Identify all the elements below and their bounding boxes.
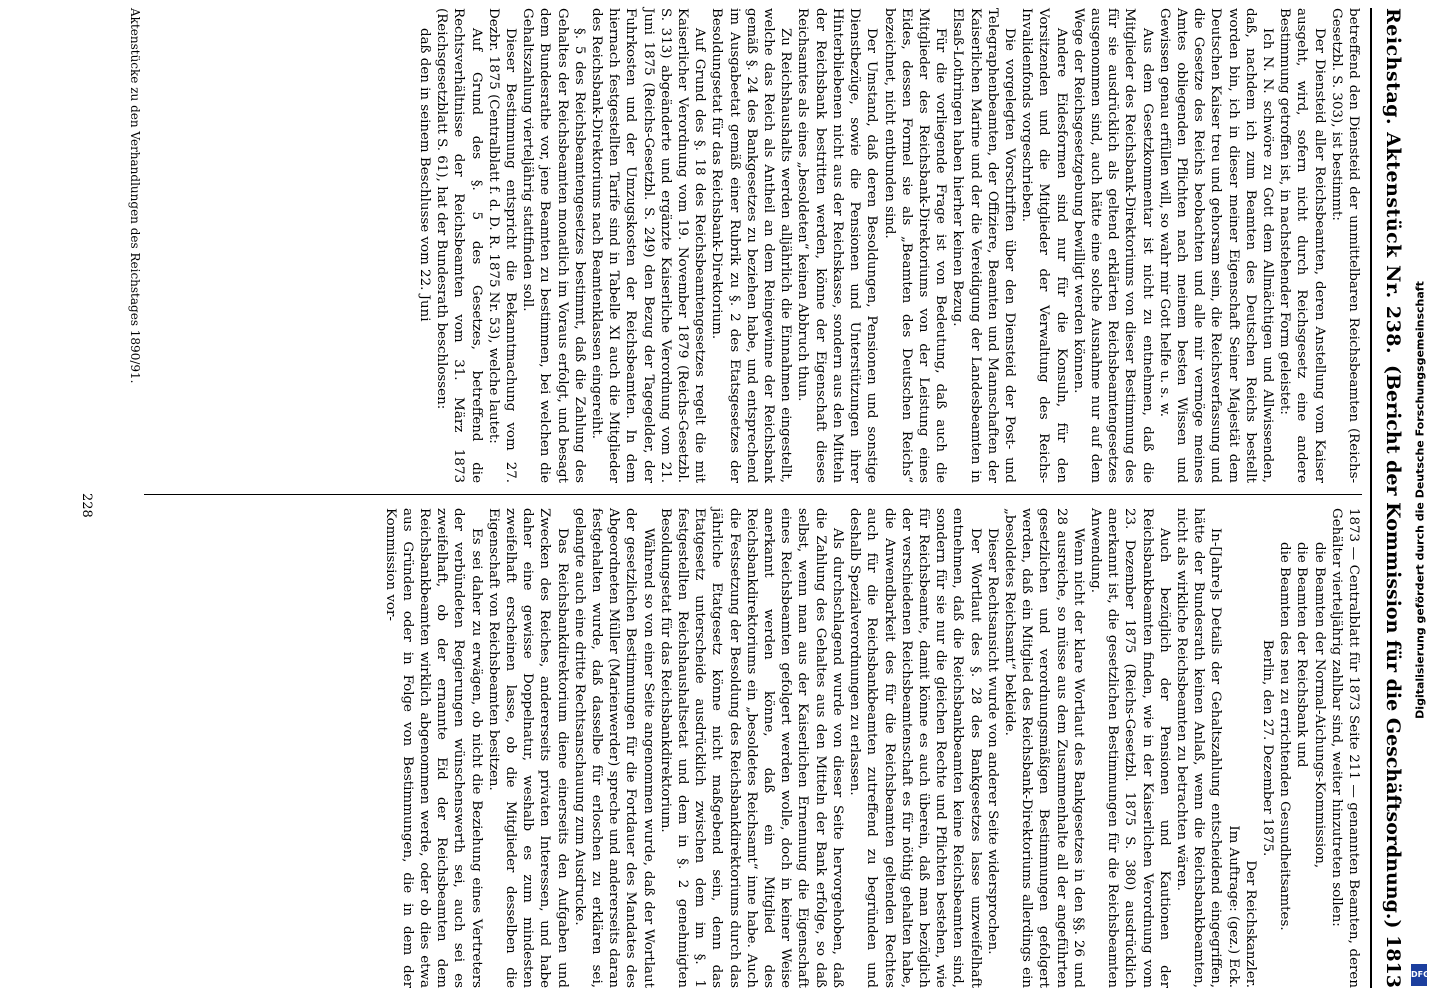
paragraph: Es sei daher zu erwägen, ob nicht die Beziehung eines Vertreters der verbündeten Regierungen wünschenswerth sei, auch sei es zweifelhaft, ob der ernannte Eid der Reichsbeamten dem Reichsbankbeamten wirklich abgenommen werde, oder ob dies etwa aus Gründen oder in Folge von Bestimmungen, die in dem der Kommission vor- bbox=[382, 508, 484, 988]
paragraph: Andere Eidesformen sind nur für die Konsuln, für den Vorsitzenden und die Mitglieder der Verwaltung des Reichs-Invalidenfonds vorgeschrieben. bbox=[1019, 8, 1069, 483]
oath-text: Ich N. N. schwöre zu Gott dem Allmächtigen und Allwissenden, daß, nachdem ich zum Beamten des Deutschen Reichs bestellt worden bin, ich in dieser meiner Eigenschaft Seiner Majestät dem Deutschen Kaiser treu und gehorsam sein, die Reichsverfassung und die Gesetze des Reichs beobachten und alle mir vermöge meines Amtes obliegenden Pflichten nach meinem besten Wissen und Gewissen genau erfüllen will, so wahr mir Gott helfe u. s. w. bbox=[1156, 8, 1275, 483]
paragraph: Auf Grund des §. 5 des Gesetzes, betreffend die Rechtsverhältnisse der Reichsbeamten vom 31. März 1873 (Reichsgesetzblatt S. 61), hat der Bundesrath beschlossen: bbox=[434, 8, 484, 483]
right-column bbox=[381, 508, 1362, 988]
signatory-title: Der Reichskanzler. bbox=[1242, 860, 1258, 988]
paragraph: Wenn nicht der klare Wortlaut des Bankgesetzes in den §§. 26 und 28 ausreiche, so müsse aus dem Zusammenhalte all der angeführten gesetzlichen und verordnungsmäßigen Bestimmungen gefolgert werden, daß ein Mitglied des Reichsbank-Direktoriums allerdings ein „besoldetes Reichsamt“ bekleide. bbox=[1001, 508, 1086, 988]
signature-line: Im Auftrage: (gez.) Eck. bbox=[1225, 825, 1241, 988]
dfg-logo-icon: DFG bbox=[1411, 964, 1427, 986]
paragraph: Auf Grund des §. 18 des Reichsbeamtengesetzes regelt die mit Kaiserlicher Verordnung vom 19. November 1879 (Reichs-Gesetzbl. S. 313) abgeänderte und ergänzte Kaiserliche Verordnung vom 21. Juni 1875 (Reichs-Gesetzbl. S. 249) den Bezug der Tagegelder, der Fuhrkosten und der Umzugskosten der Reichsbeamten. In dem hiernach festgestellten Tarife sind in Tabelle XI auch die Mitglieder des Reichsbank-Direktoriums nach Beamtenklassen eingereiht. bbox=[589, 8, 708, 483]
side-credit-text: Digitalisierung gefördert durch die Deutsche Forschungsgemeinschaft bbox=[1413, 281, 1426, 719]
paragraph: Während so von einer Seite angenommen wurde, daß der Wortlaut der gesetzlichen Bestimmungen für die Fortdauer des Mandates des Abgeordneten Müller (Marienwerder) spreche und andererseits daran festgehalten wurde, daß dasselbe für erloschen zu erklären sei, gelangte auch eine dritte Rechtsanschauung zum Ausdrucke. bbox=[571, 508, 656, 988]
paragraph: Dieser Bestimmung entspricht die Bekanntmachung vom 27. Dezbr. 1875 (Centralblatt f. d. D. R. 1875 Nr. 53), welche lautet: bbox=[485, 8, 519, 483]
paragraph: Zu Reichshaushalts werden alljährlich die Einnahmen eingestellt, welche das Reich als Antheil an dem Reingewinne der Reichsbank gemäß §. 24 des Bankgesetzes zu beziehen habe, und entsprechend im Ausgabeetat gemäß einer Rubrik zu §. 2 des Etatsgesetzes der Besoldungsetat für das Reichsbank-Direktorium. bbox=[709, 8, 794, 483]
paragraph: Der Wortlaut des §. 28 des Bankgesetzes lasse unzweifelhaft entnehmen, daß die Reichsbankbeamten keine Reichsbeamten sind, sondern für sie nur die gleichen Rechte und Pflichten bestehen, wie für Reichsbeamte, damit könne es auch überein, daß man bezüglich der verschiedenen Reichsbeamtenschaft es für nöthig gehalten habe, die Anwendbarkeit des für die Reichsbeamten geltenden Rechtes auch für die Reichsbankbeamten zutreffend zu begründen und deshalb Spezialverordnungen zu erlassen. bbox=[847, 508, 983, 988]
page-number: 228 bbox=[79, 493, 94, 518]
list-item: die Beamten der Normal-Aichungs-Kommission, bbox=[1311, 542, 1327, 869]
paragraph: §. 5 des Reichsbeamtengesetzes bestimmt, daß die Zahlung des Gehaltes der Reichsbeamten monatlich im Voraus erfolgt, und besagt dem Bundesrathe vor, jene Beamten zu bestimmen, bei welchen die Gehaltszahlung vierteljährig stattfinden soll. bbox=[520, 8, 587, 483]
list-item: die Beamten der Reichsbank und bbox=[1294, 542, 1310, 768]
header-rule bbox=[1370, 8, 1372, 988]
paragraph: Auch bezüglich der Pensionen und Kautionen der Reichsbankbeamten finden, wie in der Kaiserlichen Verordnung vom 23. Dezember 1875 (Reichs-Gesetzbl. 1875 S. 380) ausdrücklich anerkannt ist, die gesetzlichen Bestimmungen für die Reichsbeamten Anwendung. bbox=[1087, 508, 1172, 988]
paragraph: Für die vorliegende Frage ist von Bedeutung, daß auch die Mitglieder des Reichsbank-Direktoriums von der Leistung eines Eides, dessen Formel sie als „Beamten des Deutschen Reichs“ bezeichnet, nicht entbunden sind. bbox=[881, 8, 949, 483]
date-line: Berlin, den 27. Dezember 1875. bbox=[1259, 639, 1275, 857]
footnote: Aktenstücke zu den Verhandlungen des Reichstages 1890/91. bbox=[128, 8, 142, 384]
paragraph: Der Umstand, daß deren Besoldungen, Pensionen und sonstige Dienstbezüge, sowie die Pensionen und Unterstützungen ihrer Hinterbliebenen nicht aus der Reichskasse, sondern aus den Mitteln der Reichsbank bestritten werden, könne der Eigenschaft dieses Reichsamtes als eines „besoldeten“ keinen Abbruch thun. bbox=[795, 8, 880, 483]
running-header bbox=[1374, 8, 1404, 988]
paragraph: Der Diensteid aller Reichsbeamten, deren Anstellung vom Kaiser ausgeht, wird, sofern nicht durch Reichsgesetz eine andere Bestimmung getroffen ist, in nachstehender Form geleistet: bbox=[1277, 8, 1327, 483]
paragraph: Das Reichsbankdirektorium diene einerseits den Aufgaben und Zwecken des Reiches, andererseits privaten Interessen, und habe daher eine gewisse Doppelnatur, weshalb es zum mindesten zweifelhaft erscheinen lasse, ob die Mitglieder desselben die Eigenschaft von Reichsbeamten besitzen. bbox=[485, 508, 570, 988]
paragraph: 1873 — Centralblatt für 1873 Seite 211 — genannten Beamten, deren Gehälter vierteljährig zahlbar sind, weiter hinzutreten sollen: bbox=[1328, 508, 1361, 988]
paragraph: Aus dem Gesetzkommentar ist nicht zu entnehmen, daß die Mitglieder des Reichsbank-Direktoriums von dieser Bestimmung des für sie ausdrücklich als geltend erklärten Reichsbeamtengesetzes ausgenommen sind, auch hätte eine solche Ausnahme nur auf dem Wege der Reichsgesetzgebung bewilligt werden können. bbox=[1070, 8, 1155, 483]
paragraph: Als durchschlagend wurde von dieser Seite hervorgehoben, daß die Zahlung des Gehaltes aus den Mitteln der Bank erfolge, so daß selbst, wenn man aus der Kaiserlichen Ernennung die Eigenschaft eines Reichsbeamten gefolgert werden wolle, doch in keiner Weise anerkannt werden könne, daß ein Mitglied des Reichsbankdirektoriums ein „besoldetes Reichsamt“ inne habe. Auch die Festsetzung der Besoldung des Reichsbankdirektoriums durch das jährliche Etatgesetz könne nicht maßgebend sein, denn das Etatgesetz unterscheide ausdrücklich zwischen dem im §. 1 festgestellten Reichshaushaltsetat und dem in §. 2 genehmigten Besoldungsetat für das Reichsbankdirektorium. bbox=[657, 508, 845, 988]
header-left: Reichstag. Aktenstück Nr. 238. bbox=[1382, 8, 1404, 355]
list-item: die Beamten des neu zu errichtenden Gesundheitsamtes. bbox=[1277, 542, 1293, 931]
paragraph: betreffend den Diensteid der unmittelbaren Reichsbeamten (Reichs-Gesetzbl. S. 303), ist bestimmt: bbox=[1328, 8, 1361, 483]
side-credit-strip bbox=[1407, 0, 1432, 1000]
paragraph: Dieser Rechtsansicht wurde von anderer Seite widersprochen. bbox=[984, 528, 1000, 955]
column-divider bbox=[144, 494, 1362, 495]
header-right: (Bericht der Kommission für die Geschäftsordnung.) 1813 bbox=[1382, 364, 1404, 988]
paragraph: Die vorgelegten Vorschriften über den Diensteid der Post- und Telegraphenbeamten, der Offiziere, Beamten und Mannschaften der Kaiserlichen Marine und der die Vereidigung der Landesbeamten in Elsaß-Lothringen haben hierher keinen Bezug. bbox=[950, 8, 1017, 483]
paragraph: daß den in seinem Beschlusse vom 22. Juni bbox=[417, 28, 433, 322]
left-column bbox=[416, 8, 1362, 483]
paragraph: In-[Jahre]s Details der Gehaltszahlung entscheidend eingegriffen, hätte der Bundesrath keinen Anlaß, wenn die Reichsbankbeamten, nicht als wirkliche Reichsbeamten zu betrachten wären. bbox=[1173, 508, 1224, 988]
